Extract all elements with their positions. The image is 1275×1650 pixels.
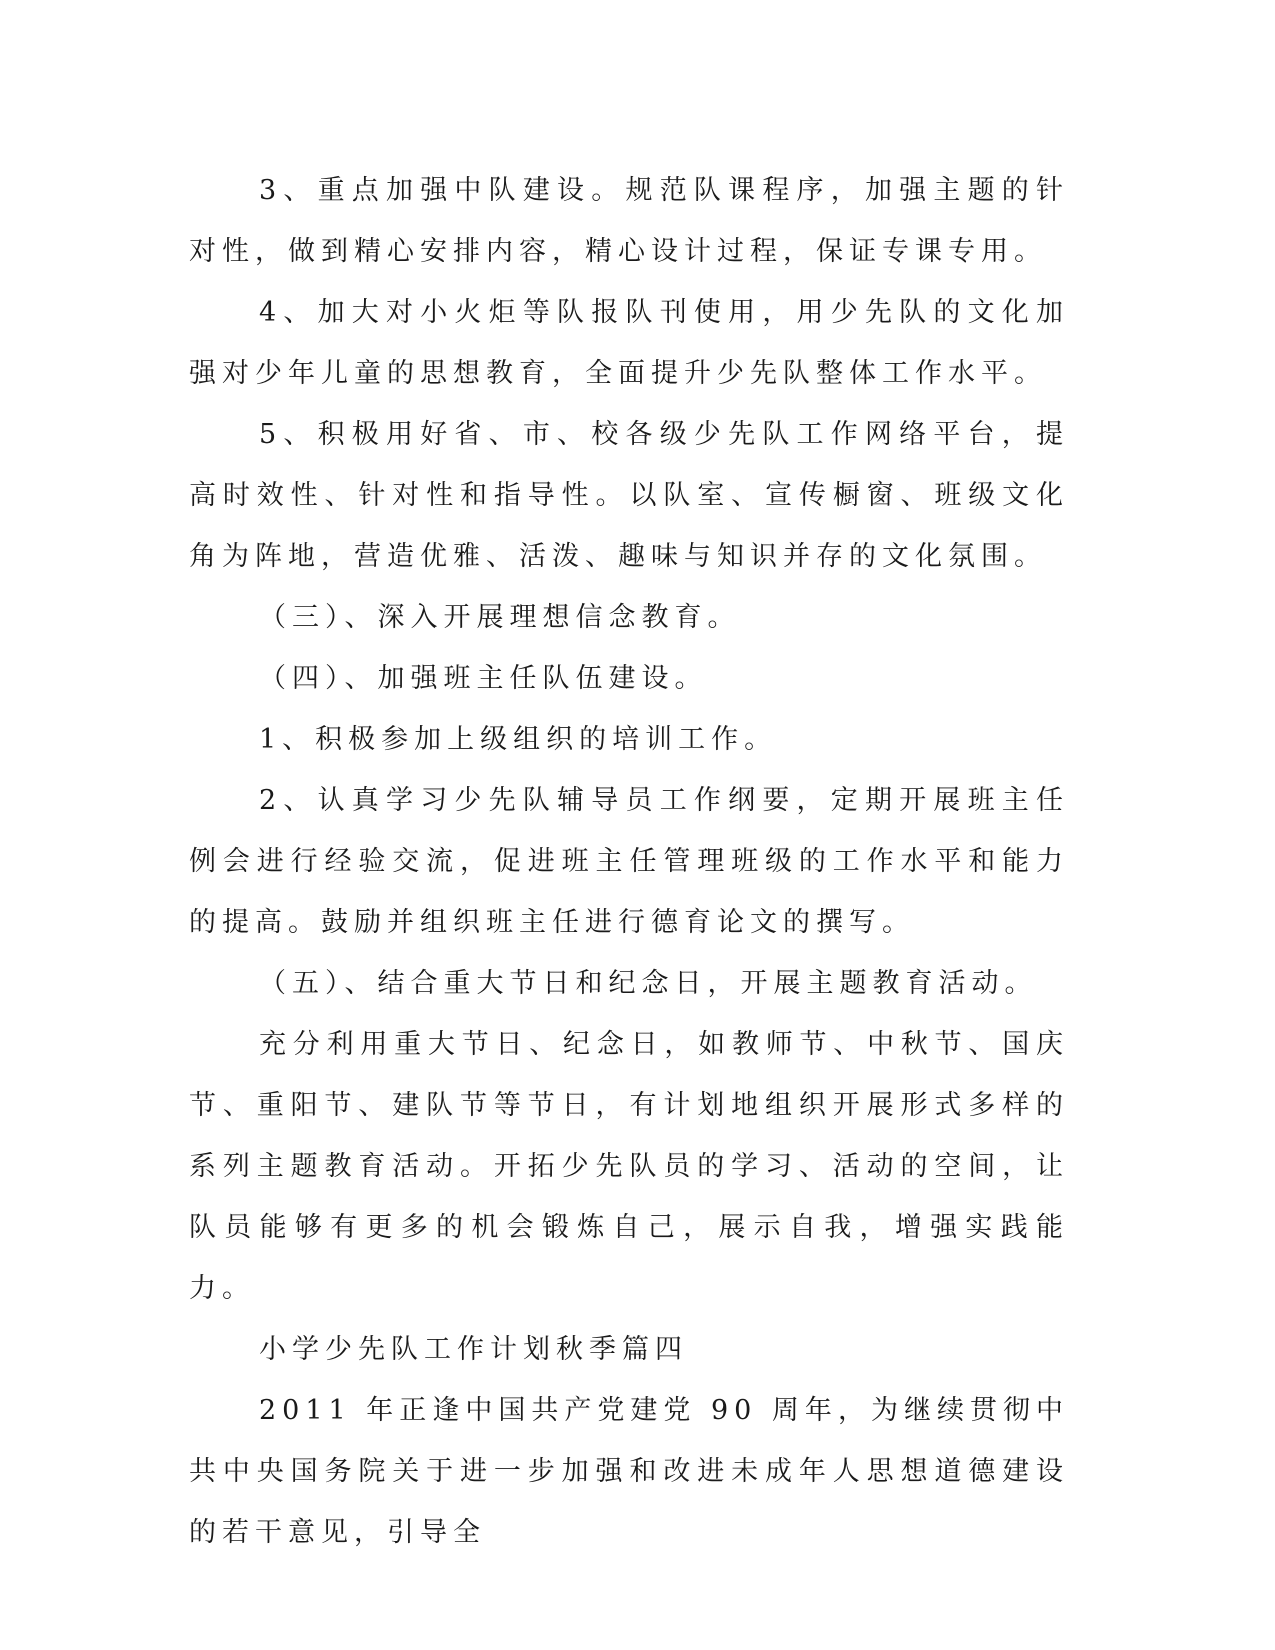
section-heading-5: （五）、结合重大节日和纪念日，开展主题教育活动。 bbox=[259, 968, 1038, 999]
paragraph-item-1: 1、积极参加上级组织的培训工作。 bbox=[259, 724, 778, 755]
paragraph-item-3: 3、重点加强中队建设。规范队课程序，加强主题的针对性，做到精心安排内容，精心设计过程，保证专课专用。 bbox=[189, 175, 1069, 267]
paragraph-festivals: 充分利用重大节日、纪念日，如教师节、中秋节、国庆节、重阳节、建队节等节日，有计划地组织开展形式多样的系列主题教育活动。开拓少先队员的学习、活动的空间，让队员能够有更多的机会锻炼自己，展示自我，增强实践能力。 bbox=[189, 1029, 1069, 1304]
document-body bbox=[189, 160, 1069, 1563]
paragraph-item-4: 4、加大对小火炬等队报队刊使用，用少先队的文化加强对少年儿童的思想教育，全面提升少先队整体工作水平。 bbox=[189, 297, 1069, 389]
article-title: 小学少先队工作计划秋季篇四 bbox=[259, 1334, 688, 1365]
section-heading-4: （四）、加强班主任队伍建设。 bbox=[259, 663, 708, 694]
paragraph-item-5: 5、积极用好省、市、校各级少先队工作网络平台，提高时效性、针对性和指导性。以队室、宣传橱窗、班级文化角为阵地，营造优雅、活泼、趣味与知识并存的文化氛围。 bbox=[189, 419, 1069, 572]
paragraph-item-2: 2、认真学习少先队辅导员工作纲要，定期开展班主任例会进行经验交流，促进班主任管理班级的工作水平和能力的提高。鼓励并组织班主任进行德育论文的撰写。 bbox=[189, 785, 1069, 938]
paragraph-intro: 2011 年正逢中国共产党建党 90 周年，为继续贯彻中共中央国务院关于进一步加强和改进未成年人思想道德建设的若干意见，引导全 bbox=[189, 1395, 1069, 1548]
section-heading-3: （三）、深入开展理想信念教育。 bbox=[259, 602, 741, 633]
